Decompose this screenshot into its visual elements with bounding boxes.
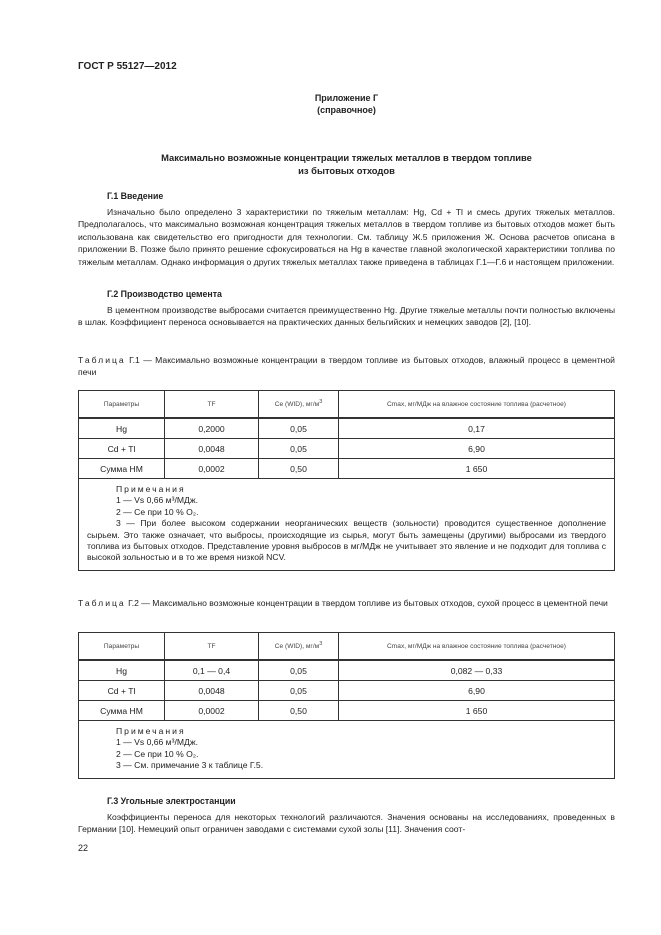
cell: 0,50	[259, 459, 339, 479]
table2	[78, 632, 615, 779]
cell: Hg	[79, 660, 165, 681]
table-row	[79, 459, 615, 479]
column-header: Параметры	[79, 633, 165, 661]
section-paragraph: Коэффициенты переноса для некоторых технологий различаются. Значения основаны на исследованиях, проведенных в Германии [10]. Немецкий опыт ограничен заводами с системами сухой золы [11]. Значения соот-	[78, 812, 615, 835]
note: 2 — Ce при 10 % O₂.	[116, 748, 199, 759]
column-header	[259, 633, 339, 661]
table-notes-row	[79, 479, 615, 571]
table-row	[79, 418, 615, 439]
superscript: 3	[319, 399, 323, 406]
cell: 0,50	[259, 701, 339, 721]
cell: Hg	[79, 418, 165, 439]
cell: 0,2000	[165, 418, 259, 439]
cell: 0,1 — 0,4	[165, 660, 259, 681]
table-notes-row	[79, 721, 615, 779]
column-header	[259, 391, 339, 419]
cell: Cd + Tl	[79, 439, 165, 459]
column-header: Cmax, мг/МДж на влажное состояние топлива (расчетное)	[339, 633, 615, 661]
table1-caption	[78, 354, 615, 379]
table-row	[79, 439, 615, 459]
appendix-subtitle: (справочное)	[317, 105, 376, 115]
notes-title: Примечания	[116, 484, 186, 494]
document-title-line1: Максимально возможные концентрации тяжелых металлов в твердом топливе	[161, 152, 532, 163]
note: 1 — Vs 0,66 м³/МДж.	[116, 495, 198, 506]
cell: 0,05	[259, 439, 339, 459]
column-header: Параметры	[79, 391, 165, 419]
cell: 0,05	[259, 418, 339, 439]
cell: 1 650	[339, 459, 615, 479]
table-row	[79, 701, 615, 721]
cell: Cd + Tl	[79, 681, 165, 701]
section-paragraph: Изначально было определено 3 характеристики по тяжелым металлам: Hg, Cd + Tl и смесь других тяжелых металлов. Предполагалось, что максимально возможная концентрация тяжелых металлов в твердом топливе из бытовых отходов может быть использована как свидетельство его пригодности для технологии. См. таблицу Ж.5 приложения Ж. Основа расчетов описана в приложении В. Позже было принято решение сфокусироваться на Hg в качестве главной экологической характеристики топлива по тяжелым металлам. Однако информация о других тяжелых металлах также приведена в таблицах Г.1—Г.6 и настоящем приложении.	[78, 207, 615, 267]
section-heading: Г.2 Производство цемента	[107, 289, 222, 299]
note: 1 — Vs 0,66 м³/МДж.	[116, 737, 198, 748]
table-caption-text: Г.2 — Максимально возможные концентрации в твердом топливе из бытовых отходов, сухой процесс в цементной печи	[125, 598, 608, 608]
table-label: Таблица	[78, 355, 126, 365]
cell: 0,082 — 0,33	[339, 660, 615, 681]
cell: 0,0002	[165, 701, 259, 721]
cell: 6,90	[339, 439, 615, 459]
column-header-text: Ce (WID), мг/м	[274, 643, 320, 651]
column-header: Cmax, мг/МДж на влажное состояние топлива (расчетное)	[339, 391, 615, 419]
column-header: TF	[165, 391, 259, 419]
column-header-text: Ce (WID), мг/м	[274, 401, 320, 409]
superscript: 3	[319, 641, 323, 648]
cell: 0,0048	[165, 681, 259, 701]
table-header-row	[79, 633, 615, 661]
page-number: 22	[78, 843, 89, 853]
cell: 1 650	[339, 701, 615, 721]
cell: 6,90	[339, 681, 615, 701]
cell: 0,05	[259, 660, 339, 681]
table-row	[79, 660, 615, 681]
cell: 0,05	[259, 681, 339, 701]
table-row	[79, 681, 615, 701]
cell: 0,0002	[165, 459, 259, 479]
cell: Сумма HM	[79, 459, 165, 479]
column-header: TF	[165, 633, 259, 661]
section-paragraph: В цементном производстве выбросами считается преимущественно Hg. Другие тяжелые металлы почти полностью включены в шлак. Коэффициент переноса основывается на практических данных бельгийских и немецких заводов [2], [10].	[78, 305, 615, 328]
document-title-line2: из бытовых отходов	[298, 165, 395, 176]
note: 2 — Ce при 10 % O₂.	[116, 506, 199, 517]
note: 3 — При более высоком содержании неорганических веществ (зольности) проводится существенное дополнение сырьем. Это также означает, что выбросы, происходящие из сырья, могут быть замещены (другими) выбросами из твердого топлива из бытовых отходов. Представление уровня выбросов в мг/МДж не учитывает это явление и не подходит для топлива с высокой зольностью и в то же время низкой NCV.	[87, 518, 606, 563]
table2-caption	[78, 597, 615, 609]
table-notes	[79, 479, 615, 571]
table-notes	[79, 721, 615, 779]
table1	[78, 390, 615, 571]
table-caption-text: Г.1 — Максимально возможные концентрации в твердом топливе из бытовых отходов, влажный процесс в цементной печи	[78, 355, 615, 378]
standard-header: ГОСТ Р 55127—2012	[78, 61, 177, 72]
cell: Сумма HM	[79, 701, 165, 721]
table-header-row	[79, 391, 615, 419]
cell: 0,0048	[165, 439, 259, 459]
notes-title: Примечания	[116, 726, 186, 736]
appendix-title: Приложение Г	[314, 93, 379, 103]
section-heading: Г.3 Угольные электростанции	[107, 796, 236, 806]
note: 3 — См. примечание 3 к таблице Г.5.	[116, 760, 264, 771]
section-heading: Г.1 Введение	[107, 191, 164, 201]
cell: 0,17	[339, 418, 615, 439]
table-label: Таблица	[78, 598, 126, 608]
